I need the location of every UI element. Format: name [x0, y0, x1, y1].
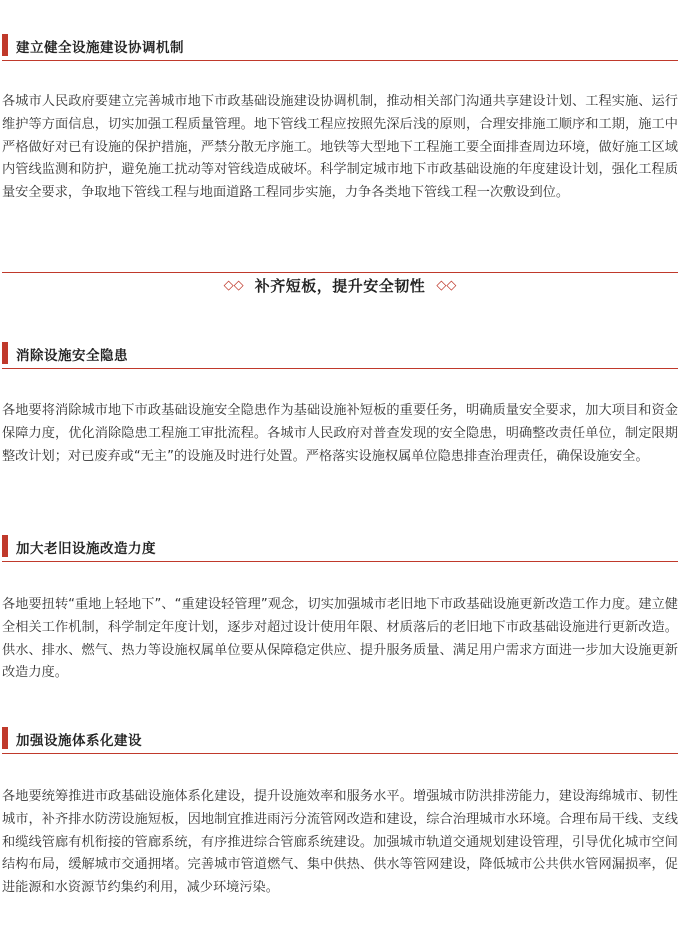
diamond-ornament-icon: ◇◇ — [223, 278, 244, 293]
section-paragraph: 各地要扭转“重地上轻地下”、“重建设轻管理”观念，切实加强城市老旧地下市政基础设施更新改造工作力度。建立健全相关工作机制，科学制定年度计划，逐步对超过设计使用年限、材质落后的老旧地下市政基础设施进行更新改造。供水、排水、燃气、热力等设施权属单位要从保障稳定供应、提升服务质量、满足用户需求方面进一步加大设施更新改造力度。 — [2, 597, 678, 681]
section-heading-hazards — [2, 342, 678, 369]
heading-accent-bar — [2, 342, 8, 364]
section-heading-renovation — [2, 535, 678, 562]
section-paragraph: 各地要统筹推进市政基础设施体系化建设，提升设施效率和服务水平。增强城市防洪排涝能力，建设海绵城市、韧性城市，补齐排水防涝设施短板，因地制宜推进雨污分流管网改造和建设，综合治理城市水环境。合理布局干线、支线和缆线管廊有机衔接的管廊系统，有序推进综合管廊系统建设。加强城市轨道交通规划建设管理，引导优化城市空间结构布局，缓解城市交通拥堵。完善城市管道燃气、集中供热、供水等管网建设，降低城市公共供水管网漏损率，促进能源和水资源节约集约利用，减少环境污染。 — [2, 789, 678, 896]
section-paragraph: 各城市人民政府要建立完善城市地下市政基础设施建设协调机制，推动相关部门沟通共享建设计划、工程实施、运行维护等方面信息，切实加强工程质量管理。地下管线工程应按照先深后浅的原则，合理安排施工顺序和工期，施工中严格做好对已有设施的保护措施，严禁分散无序施工。地铁等大型地下工程施工要全面排查周边环境，做好施工区域内管线监测和防护，避免施工扰动等对管线造成破坏。科学制定城市地下市政基础设施的年度建设计划，强化工程质量安全要求，争取地下管线工程与地面道路工程同步实施，力争各类地下管线工程一次敷设到位。 — [2, 94, 678, 201]
section-title: 加大老旧设施改造力度 — [16, 541, 156, 557]
subtitle-banner — [2, 272, 678, 298]
heading-accent-bar — [2, 34, 8, 56]
banner-divider-line — [2, 272, 678, 273]
section-title: 建立健全设施建设协调机制 — [16, 40, 184, 56]
section-paragraph: 各地要将消除城市地下市政基础设施安全隐患作为基础设施补短板的重要任务，明确质量安全要求，加大项目和资金保障力度，优化消除隐患工程施工审批流程。各城市人民政府对普查发现的安全隐患，明确整改责任单位，制定限期整改计划；对已废弃或“无主”的设施及时进行处置。严格落实设施权属单位隐患排查治理责任，确保设施安全。 — [2, 403, 678, 464]
banner-title: 补齐短板，提升安全韧性 — [254, 277, 426, 295]
diamond-ornament-icon: ◇◇ — [436, 278, 457, 293]
section-title: 加强设施体系化建设 — [16, 733, 142, 749]
section-heading-coordination — [2, 34, 678, 61]
section-title: 消除设施安全隐患 — [16, 348, 128, 364]
heading-accent-bar — [2, 535, 8, 557]
section-heading-system — [2, 727, 678, 754]
heading-accent-bar — [2, 727, 8, 749]
